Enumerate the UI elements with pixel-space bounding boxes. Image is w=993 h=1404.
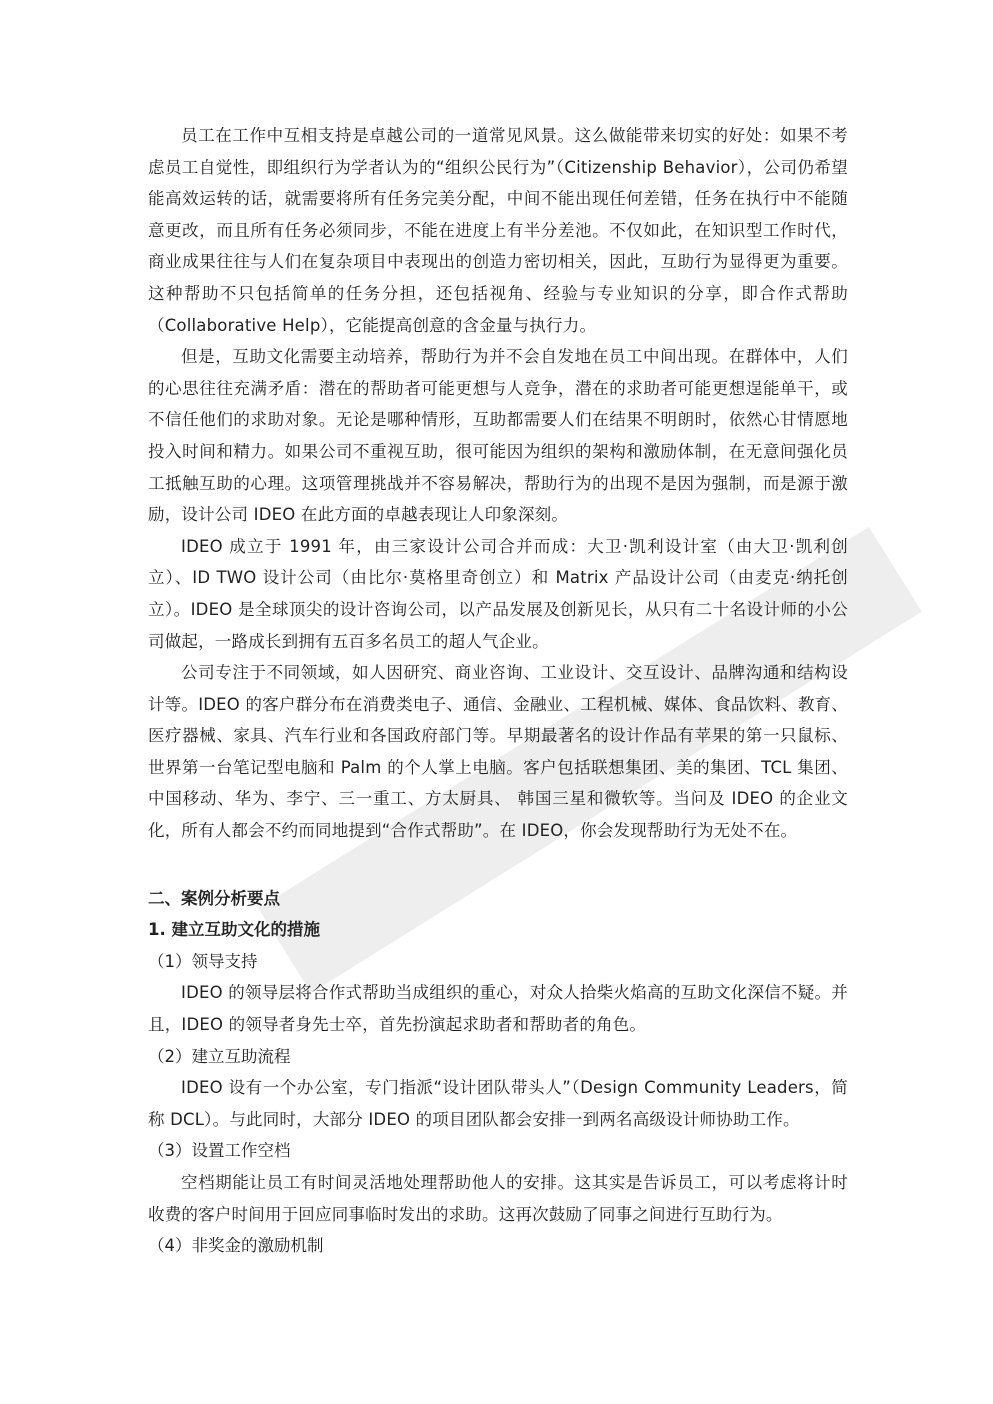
item-1-label: （1）领导支持 — [148, 951, 258, 971]
item-1-text: IDEO 的领导层将合作式帮助当成组织的重心，对众人拾柴火焰高的互助文化深信不疑。并且，IDEO 的领导者身先士卒，首先扮演起求助者和帮助者的角色。 — [148, 983, 848, 1035]
paragraph-1: 员工在工作中互相支持是卓越公司的一道常见风景。这么做能带来切实的好处：如果不考虑员工自觉性，即组织行为学者认为的“组织公民行为”（Citizenship Behavior），公司仍希望能高效运转的话，就需要将所有任务完美分配，中间不能出现任何差错，任务在执行中不能随意更改，而且所有任务必须同步，不能在进度上有半分差池。不仅如此，在知识型工作时代，商业成果往往与人们在复杂项目中表现出的创造力密切相关，因此，互助行为显得更为重要。这种帮助不只包括简单的任务分担，还包括视角、经验与专业知识的分享，即合作式帮助（Collaborative Help），它能提高创意的含金量与执行力。 — [148, 126, 848, 335]
item-2-text: IDEO 设有一个办公室，专门指派“设计团队带头人”（Design Community Leaders，简称 DCL）。与此同时，大部分 IDEO 的项目团队都会安排一到两名高级设计师协助工作。 — [148, 1078, 848, 1129]
item-3-text: 空档期能让员工有时间灵活地处理帮助他人的安排。这其实是告诉员工，可以考虑将计时收费的客户时间用于回应同事临时发出的求助。这再次鼓励了同事之间进行互助行为。 — [148, 1173, 848, 1224]
document-page — [148, 120, 848, 1262]
paragraph-3: IDEO 成立于 1991 年，由三家设计公司合并而成：大卫·凯利设计室（由大卫·凯利创立）、ID TWO 设计公司（由比尔·莫格里奇创立）和 Matrix 产品设计公司（由麦克·纳托创立）。IDEO 是全球顶尖的设计咨询公司，以产品发展及创新见长，从只有二十名设计师的小公司做起，一路成长到拥有五百多名员工的超人气企业。 — [148, 536, 848, 651]
item-2-label: （2）建立互助流程 — [148, 1046, 291, 1066]
paragraph-4: 公司专注于不同领域，如人因研究、商业咨询、工业设计、交互设计、品牌沟通和结构设计等。IDEO 的客户群分布在消费类电子、通信、金融业、工程机械、媒体、食品饮料、教育、医疗器械、家具、汽车行业和各国政府部门等。早期最著名的设计作品有苹果的第一只鼠标、世界第一台笔记型电脑和 Palm 的个人掌上电脑。客户包括联想集团、美的集团、TCL 集团、中国移动、华为、李宁、三一重工、方太厨具、 韩国三星和微软等。当问及 IDEO 的企业文化，所有人都会不约而同地提到“合作式帮助”。在 IDEO，你会发现帮助行为无处不在。 — [148, 663, 848, 841]
item-4-label: （4）非奖金的激励机制 — [148, 1236, 324, 1256]
paragraph-2: 但是，互助文化需要主动培养，帮助行为并不会自发地在员工中间出现。在群体中，人们的心思往往充满矛盾：潜在的帮助者可能更想与人竞争，潜在的求助者可能更想逞能单干，或不信任他们的求助对象。无论是哪种情形，互助都需要人们在结果不明朗时，依然心甘情愿地投入时间和精力。如果公司不重视互助，很可能因为组织的架构和激励体制，在无意间强化员工抵触互助的心理。这项管理挑战并不容易解决，帮助行为的出现不是因为强制，而是源于激励，设计公司 IDEO 在此方面的卓越表现让人印象深刻。 — [148, 347, 848, 525]
section-heading: 二、案例分析要点 — [148, 888, 280, 908]
section-subheading: 1. 建立互助文化的措施 — [148, 920, 320, 940]
item-3-label: （3）设置工作空档 — [148, 1141, 291, 1161]
